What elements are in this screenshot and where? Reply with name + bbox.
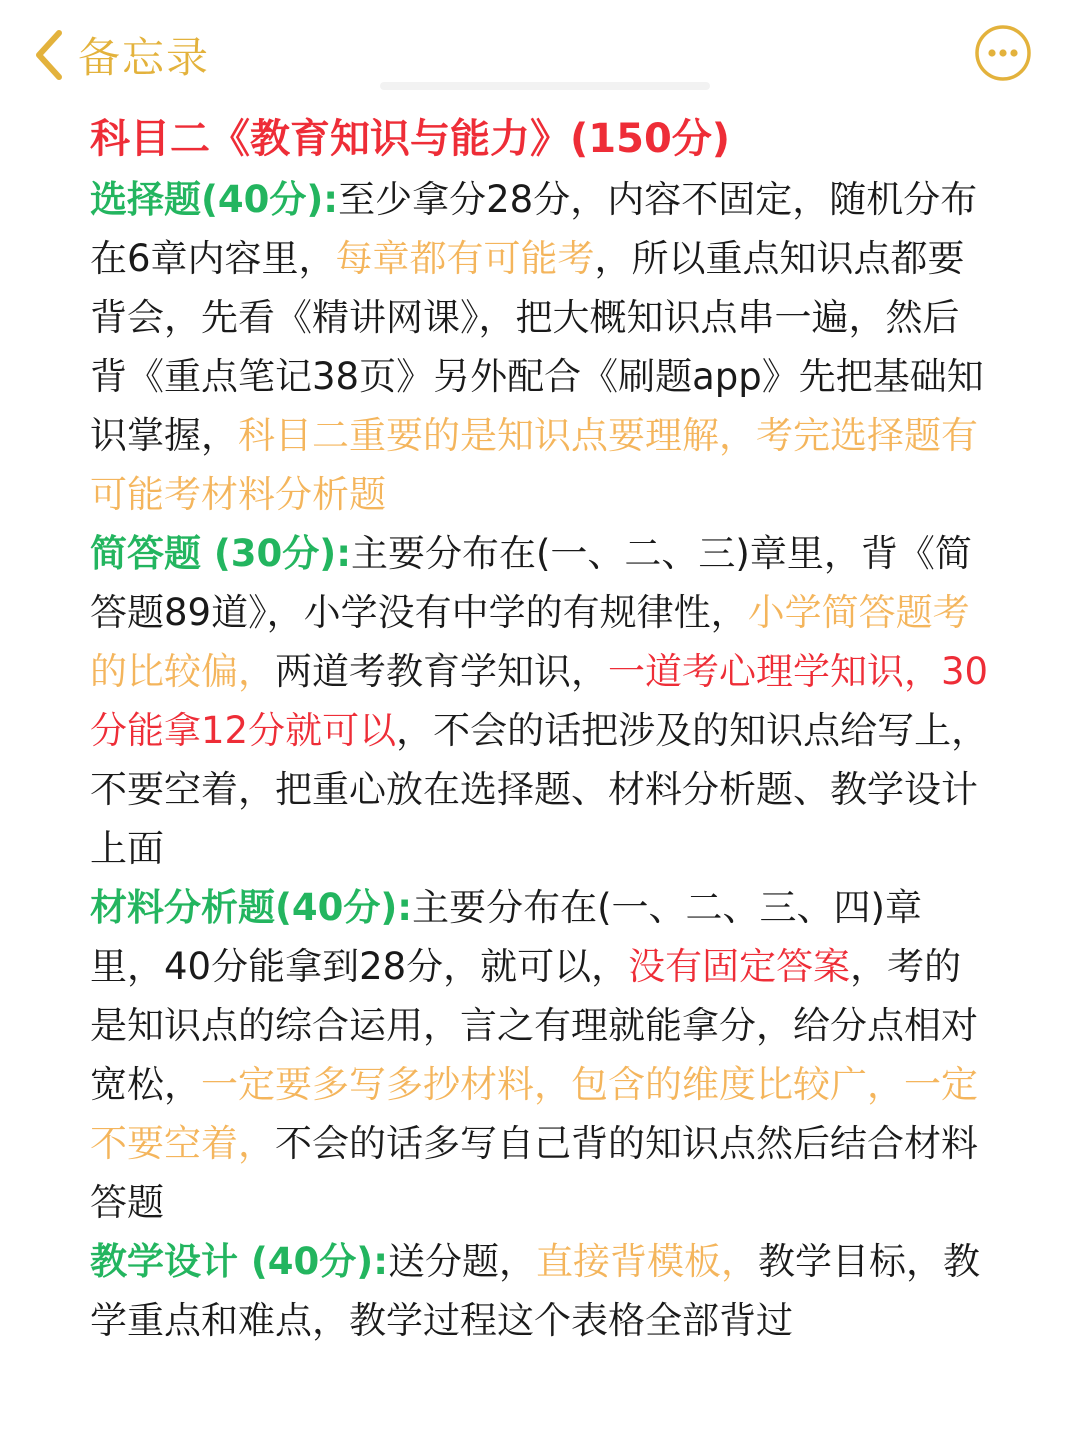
scrolled-header-text xyxy=(380,78,710,94)
nav-bar xyxy=(0,0,1080,110)
highlight-red: 一道考心理学知识，30分能拿12分就可以 xyxy=(90,650,989,752)
highlight-orange: 小学简答题考的比较偏， xyxy=(90,591,970,693)
text-segment: 送分题， xyxy=(388,1240,536,1283)
section-heading: 选择题(40分): xyxy=(90,178,339,221)
text-segment: 两道考教育学知识， xyxy=(275,650,608,693)
more-button[interactable] xyxy=(974,24,1032,82)
text-segment: 教学目标，教学重点和难点，教学过程这个表格全部背过 xyxy=(90,1240,980,1342)
highlight-red: 没有固定答案 xyxy=(628,945,851,988)
section-short-answer xyxy=(90,524,995,878)
text-segment: 主要分布在(一、二、三、四)章里，40分能拿到28分，就可以， xyxy=(90,886,922,988)
section-material-analysis xyxy=(90,878,995,1232)
text-segment: 主要分布在(一、二、三)章里，背《简答题89道》，小学没有中学的有规律性， xyxy=(90,532,972,634)
text-segment: 不会的话多写自己背的知识点然后结合材料答题 xyxy=(90,1122,978,1224)
back-label: 备忘录 xyxy=(78,33,211,82)
text-segment: ，所以重点知识点都要背会，先看《精讲网课》，把大概知识点串一遍，然后背《重点笔记38页》另外配合《刷题app》先把基础知识掌握， xyxy=(90,237,984,457)
section-teaching-design xyxy=(90,1232,995,1350)
highlight-orange: 直接背模板， xyxy=(536,1240,758,1283)
ellipsis-icon xyxy=(974,67,1032,86)
section-multiple-choice xyxy=(90,170,995,524)
back-button[interactable] xyxy=(26,20,210,90)
note-body[interactable] xyxy=(90,108,995,1350)
highlight-orange: 每章都有可能考 xyxy=(335,237,595,280)
section-heading: 材料分析题(40分): xyxy=(90,886,413,929)
highlight-orange: 科目二重要的是知识点要理解，考完选择题有可能考材料分析题 xyxy=(90,414,978,516)
text-segment: ，考的是知识点的综合运用，言之有理就能拿分，给分点相对宽松， xyxy=(90,945,978,1106)
text-segment: 至少拿分28分，内容不固定，随机分布在6章内容里， xyxy=(90,178,978,280)
note-title: 科目二《教育知识与能力》(150分) xyxy=(90,116,731,162)
section-heading: 简答题 (30分): xyxy=(90,532,351,575)
section-heading: 教学设计 (40分): xyxy=(90,1240,388,1283)
text-segment: ，不会的话把涉及的知识点给写上，不要空着，把重心放在选择题、材料分析题、教学设计上面 xyxy=(90,709,989,870)
highlight-orange: 一定要多写多抄材料，包含的维度比较广，一定不要空着， xyxy=(90,1063,978,1165)
chevron-left-icon xyxy=(26,25,70,85)
